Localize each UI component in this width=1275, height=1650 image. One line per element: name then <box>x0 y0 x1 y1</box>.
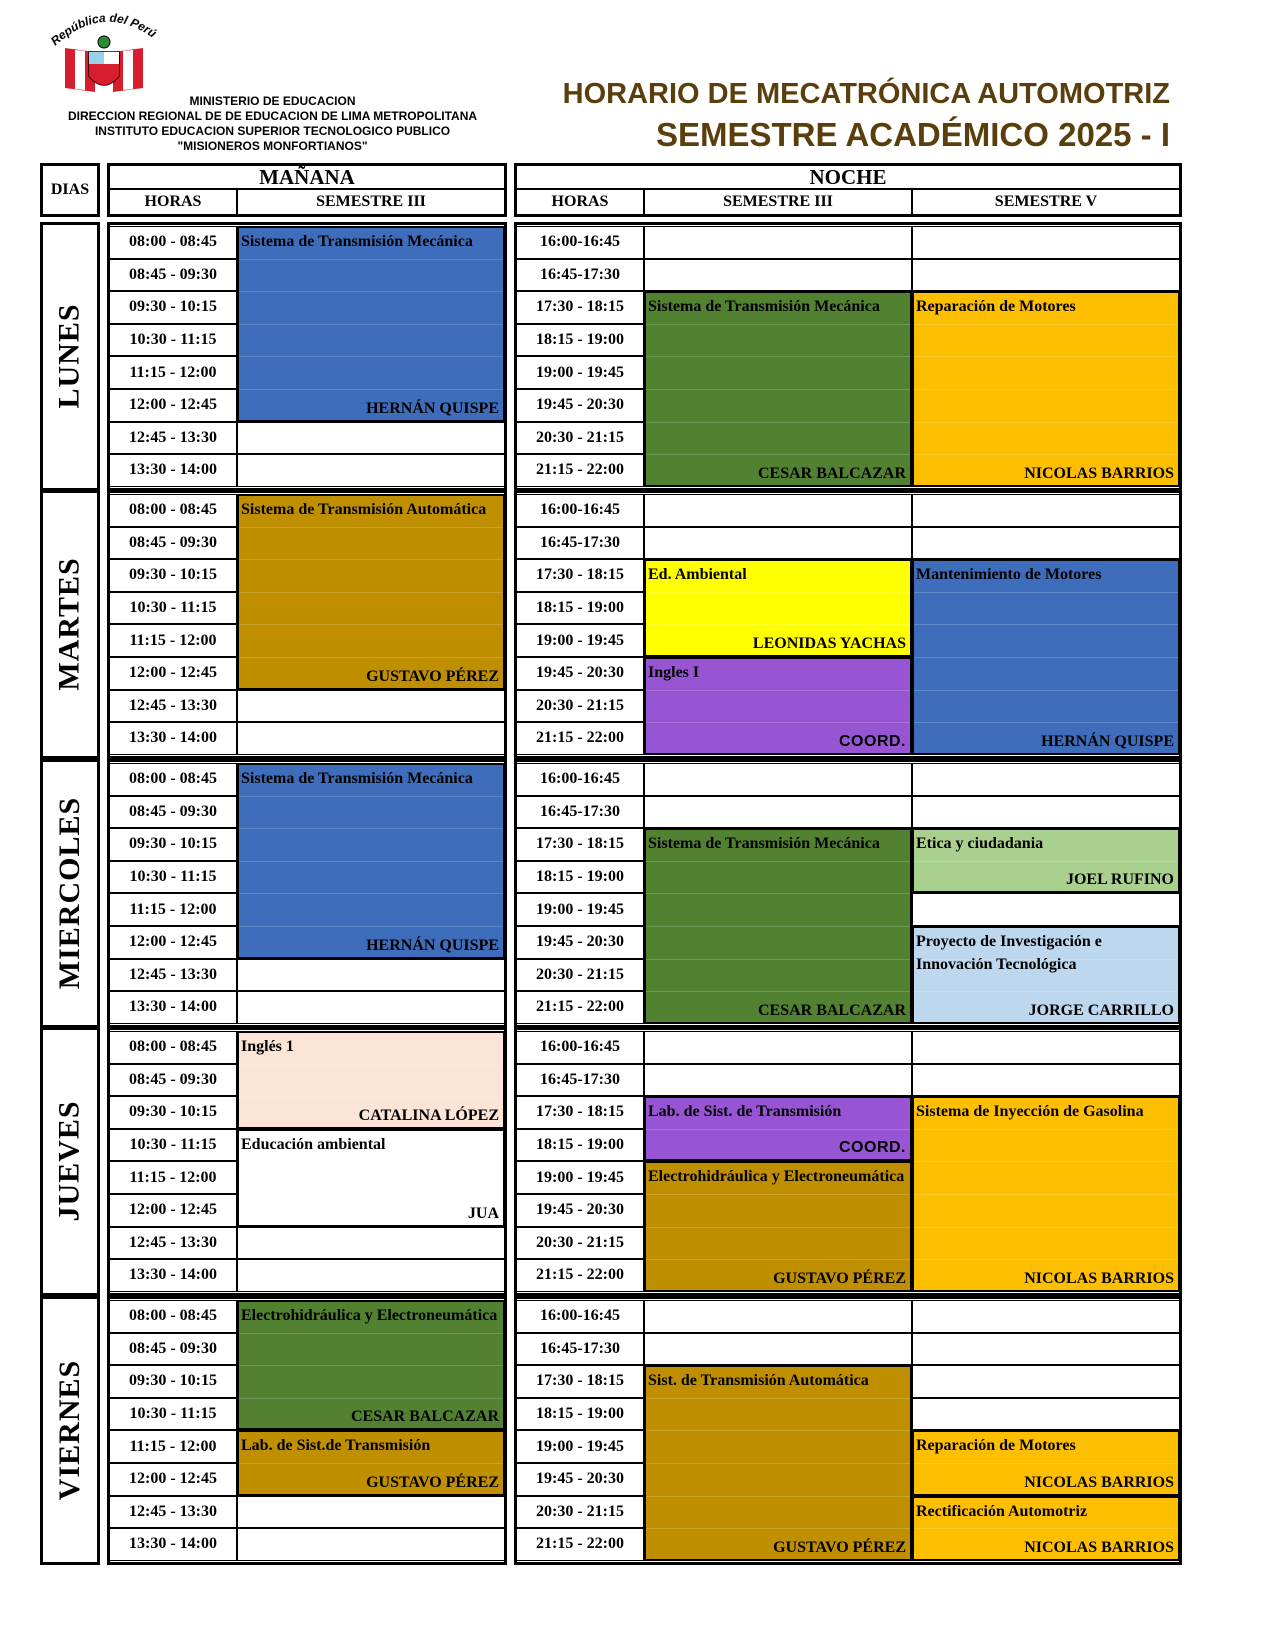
morning-slot-cell <box>237 422 505 455</box>
morning-slot-cell <box>237 1528 505 1561</box>
night-s5-slot-cell <box>912 1365 1180 1398</box>
row-divider <box>914 324 1178 325</box>
row-divider <box>239 926 503 927</box>
course-block[interactable] <box>237 1129 505 1227</box>
row-divider <box>646 389 910 390</box>
row-divider <box>646 690 910 691</box>
course-teacher: HERNÁN QUISPE <box>366 936 499 954</box>
course-block[interactable] <box>912 1430 1180 1495</box>
night-s5-slot-cell <box>912 527 1180 560</box>
row-divider <box>646 324 910 325</box>
course-title: Educación ambiental <box>241 1135 386 1153</box>
row-divider <box>239 1194 503 1195</box>
night-s3-slot-cell <box>644 796 912 829</box>
course-title: Sistema de Transmisión Mecánica <box>648 298 880 316</box>
night-time-cell: 16:00-16:45 <box>516 1300 644 1333</box>
night-time-cell: 19:45 - 20:30 <box>516 1463 644 1496</box>
row-divider <box>239 796 503 797</box>
course-teacher: CESAR BALCAZAR <box>350 1408 499 1426</box>
night-time-cell: 20:30 - 21:15 <box>516 959 644 992</box>
night-s5-slot-cell <box>912 1064 1180 1097</box>
day-name: LUNES <box>53 303 87 409</box>
morning-time-cell: 12:45 - 13:30 <box>109 959 237 992</box>
night-s3-slot-cell <box>644 226 912 259</box>
night-s3-slot-cell <box>644 1031 912 1064</box>
night-time-cell: 17:30 - 18:15 <box>516 828 644 861</box>
night-time-cell: 21:15 - 22:00 <box>516 454 644 487</box>
night-time-cell: 17:30 - 18:15 <box>516 1096 644 1129</box>
morning-time-cell: 11:15 - 12:00 <box>109 1161 237 1194</box>
night-time-cell: 19:00 - 19:45 <box>516 893 644 926</box>
row-divider <box>914 1528 1178 1529</box>
course-teacher: CATALINA LÓPEZ <box>358 1106 499 1124</box>
morning-time-cell: 08:00 - 08:45 <box>109 1300 237 1333</box>
sem3-header-night: SEMESTRE III <box>644 189 912 215</box>
course-teacher: GUSTAVO PÉREZ <box>366 667 499 685</box>
row-divider <box>646 422 910 423</box>
night-time-cell: 18:15 - 19:00 <box>516 1129 644 1162</box>
row-divider <box>914 356 1178 357</box>
morning-time-cell: 13:30 - 14:00 <box>109 722 237 755</box>
day-name: MIERCOLES <box>53 797 86 990</box>
row-divider <box>239 828 503 829</box>
day-label-lunes <box>40 222 100 491</box>
night-time-cell: 19:00 - 19:45 <box>516 624 644 657</box>
dias-header: DIAS <box>40 163 100 217</box>
course-teacher: CESAR BALCAZAR <box>757 464 906 482</box>
night-time-cell: 16:00-16:45 <box>516 1031 644 1064</box>
course-block[interactable] <box>644 828 912 1024</box>
night-time-cell: 19:45 - 20:30 <box>516 1194 644 1227</box>
course-title: Ed. Ambiental <box>648 566 747 584</box>
course-teacher: JORGE CARRILLO <box>1028 1001 1174 1019</box>
course-title: Sistema de Transmisión Mecánica <box>648 835 880 853</box>
night-time-cell: 21:15 - 22:00 <box>516 991 644 1024</box>
night-s3-slot-cell <box>644 527 912 560</box>
course-teacher: NICOLAS BARRIOS <box>1024 464 1174 482</box>
morning-time-cell: 09:30 - 10:15 <box>109 559 237 592</box>
row-divider <box>646 592 910 593</box>
row-divider <box>646 1430 910 1431</box>
night-s5-slot-cell <box>912 796 1180 829</box>
row-divider <box>239 1096 503 1097</box>
night-time-cell: 19:45 - 20:30 <box>516 389 644 422</box>
course-title: Proyecto de Investigación e Innovación Tecnológica <box>916 933 1102 973</box>
row-divider <box>914 657 1178 658</box>
course-teacher: GUSTAVO PÉREZ <box>773 1269 906 1287</box>
night-time-cell: 19:00 - 19:45 <box>516 1430 644 1463</box>
morning-slot-cell <box>237 454 505 487</box>
manana-header: MAÑANA <box>109 165 505 189</box>
row-divider <box>914 592 1178 593</box>
night-time-cell: 20:30 - 21:15 <box>516 422 644 455</box>
coat-of-arms <box>45 8 163 100</box>
row-divider <box>239 356 503 357</box>
morning-slot-cell <box>237 959 505 992</box>
night-time-cell: 16:45-17:30 <box>516 527 644 560</box>
row-divider <box>646 861 910 862</box>
row-divider <box>646 1496 910 1497</box>
row-divider <box>914 1161 1178 1162</box>
row-divider <box>914 1129 1178 1130</box>
night-time-cell: 19:00 - 19:45 <box>516 356 644 389</box>
night-s5-slot-cell <box>912 763 1180 796</box>
course-teacher: JUA <box>467 1204 499 1222</box>
night-time-cell: 16:00-16:45 <box>516 494 644 527</box>
morning-slot-cell <box>237 1496 505 1529</box>
night-time-cell: 16:45-17:30 <box>516 796 644 829</box>
day-label-martes <box>40 490 100 759</box>
morning-time-cell: 12:00 - 12:45 <box>109 1194 237 1227</box>
course-teacher: HERNÁN QUISPE <box>366 399 499 417</box>
course-teacher: COORD. <box>839 1139 906 1157</box>
morning-time-cell: 08:45 - 09:30 <box>109 1333 237 1366</box>
night-s3-slot-cell <box>644 1300 912 1333</box>
morning-time-cell: 10:30 - 11:15 <box>109 592 237 625</box>
night-time-cell: 19:45 - 20:30 <box>516 926 644 959</box>
morning-time-cell: 12:45 - 13:30 <box>109 422 237 455</box>
row-divider <box>646 926 910 927</box>
row-divider <box>239 1064 503 1065</box>
row-divider <box>646 624 910 625</box>
night-time-cell: 20:30 - 21:15 <box>516 690 644 723</box>
ministry-block <box>40 94 505 154</box>
day-name: JUEVES <box>53 1100 87 1222</box>
morning-time-cell: 12:00 - 12:45 <box>109 389 237 422</box>
morning-time-cell: 08:00 - 08:45 <box>109 1031 237 1064</box>
morning-slot-cell <box>237 1227 505 1260</box>
row-divider <box>239 291 503 292</box>
course-teacher: CESAR BALCAZAR <box>757 1001 906 1019</box>
course-block[interactable] <box>237 494 505 690</box>
sem5-header-night: SEMESTRE V <box>912 189 1180 215</box>
row-divider <box>239 559 503 560</box>
morning-time-cell: 13:30 - 14:00 <box>109 1259 237 1292</box>
row-divider <box>914 454 1178 455</box>
morning-time-cell: 12:45 - 13:30 <box>109 1227 237 1260</box>
morning-time-cell: 12:45 - 13:30 <box>109 690 237 723</box>
morning-time-cell: 09:30 - 10:15 <box>109 1096 237 1129</box>
course-block[interactable] <box>644 291 912 487</box>
row-divider <box>239 389 503 390</box>
course-title: Ingles I <box>648 664 700 681</box>
course-title: Sistema de Inyección de Gasolina <box>916 1103 1144 1121</box>
night-s5-slot-cell <box>912 494 1180 527</box>
course-teacher: NICOLAS BARRIOS <box>1024 1269 1174 1287</box>
morning-slot-cell <box>237 991 505 1024</box>
course-block[interactable] <box>237 1430 505 1495</box>
morning-time-cell: 11:15 - 12:00 <box>109 624 237 657</box>
row-divider <box>914 1194 1178 1195</box>
morning-time-cell: 13:30 - 14:00 <box>109 1528 237 1561</box>
course-block[interactable] <box>912 291 1180 487</box>
night-s3-slot-cell <box>644 1064 912 1097</box>
row-divider <box>239 1463 503 1464</box>
morning-time-cell: 10:30 - 11:15 <box>109 1398 237 1431</box>
night-time-cell: 21:15 - 22:00 <box>516 1528 644 1561</box>
night-time-cell: 21:15 - 22:00 <box>516 1259 644 1292</box>
night-s3-slot-cell <box>644 494 912 527</box>
row-divider <box>914 1227 1178 1228</box>
morning-time-cell: 11:15 - 12:00 <box>109 893 237 926</box>
night-s3-slot-cell <box>644 1333 912 1366</box>
course-title: Electrohidráulica y Electroneumática <box>241 1307 498 1324</box>
course-block[interactable] <box>644 1365 912 1561</box>
day-name: MARTES <box>53 557 87 692</box>
night-time-cell: 16:45-17:30 <box>516 1333 644 1366</box>
night-time-cell: 16:00-16:45 <box>516 226 644 259</box>
night-time-cell: 17:30 - 18:15 <box>516 1365 644 1398</box>
row-divider <box>646 959 910 960</box>
night-s5-slot-cell <box>912 226 1180 259</box>
morning-time-cell: 08:45 - 09:30 <box>109 1064 237 1097</box>
course-block[interactable] <box>644 1096 912 1161</box>
course-block[interactable] <box>912 828 1180 893</box>
row-divider <box>646 1528 910 1529</box>
row-divider <box>914 1463 1178 1464</box>
row-divider <box>914 690 1178 691</box>
row-divider <box>646 1463 910 1464</box>
row-divider <box>239 527 503 528</box>
night-time-cell: 21:15 - 22:00 <box>516 722 644 755</box>
course-teacher: HERNÁN QUISPE <box>1041 732 1174 750</box>
course-title: Lab. de Sist.de Transmisión <box>241 1437 431 1455</box>
day-label-miercoles <box>40 759 100 1028</box>
row-divider <box>239 624 503 625</box>
course-block[interactable] <box>237 226 505 422</box>
course-teacher: NICOLAS BARRIOS <box>1024 1473 1174 1491</box>
ministry-line-2: DIRECCION REGIONAL DE DE EDUCACION DE LIMA METROPOLITANA <box>67 109 478 123</box>
row-divider <box>646 1259 910 1260</box>
course-block[interactable] <box>912 1496 1180 1561</box>
morning-time-cell: 09:30 - 10:15 <box>109 1365 237 1398</box>
row-divider <box>239 1365 503 1366</box>
night-time-cell: 19:00 - 19:45 <box>516 1161 644 1194</box>
course-block[interactable] <box>644 1161 912 1291</box>
row-divider <box>914 422 1178 423</box>
course-title: Reparación de Motores <box>916 1437 1076 1455</box>
course-title: Sist. de Transmisión Automática <box>648 1372 869 1390</box>
row-divider <box>239 324 503 325</box>
row-divider <box>646 454 910 455</box>
row-divider <box>239 1161 503 1162</box>
morning-time-cell: 08:00 - 08:45 <box>109 494 237 527</box>
row-divider <box>239 259 503 260</box>
night-time-cell: 17:30 - 18:15 <box>516 291 644 324</box>
row-divider <box>914 722 1178 723</box>
row-divider <box>646 722 910 723</box>
night-time-cell: 17:30 - 18:15 <box>516 559 644 592</box>
morning-time-cell: 12:45 - 13:30 <box>109 1496 237 1529</box>
morning-time-cell: 12:00 - 12:45 <box>109 1463 237 1496</box>
night-time-cell: 18:15 - 19:00 <box>516 324 644 357</box>
course-title: Sistema de Transmisión Mecánica <box>241 233 473 250</box>
row-divider <box>239 1398 503 1399</box>
course-title: Lab. de Sist. de Transmisión <box>648 1103 842 1121</box>
row-divider <box>239 893 503 894</box>
morning-time-cell: 13:30 - 14:00 <box>109 454 237 487</box>
course-block[interactable] <box>912 559 1180 755</box>
country-banner-text: República del Perú <box>47 10 160 49</box>
morning-time-cell: 11:15 - 12:00 <box>109 1430 237 1463</box>
morning-time-cell: 12:00 - 12:45 <box>109 657 237 690</box>
row-divider <box>239 1333 503 1334</box>
row-divider <box>646 893 910 894</box>
course-title: Electrohidráulica y Electroneumática <box>648 1168 905 1186</box>
course-title: Reparación de Motores <box>916 298 1076 316</box>
morning-slot-cell <box>237 690 505 723</box>
night-time-cell: 19:45 - 20:30 <box>516 657 644 690</box>
sem3-header-morning: SEMESTRE III <box>237 189 505 215</box>
day-name: VIERNES <box>53 1360 86 1501</box>
morning-time-cell: 10:30 - 11:15 <box>109 324 237 357</box>
morning-slot-cell <box>237 722 505 755</box>
course-block[interactable] <box>237 763 505 959</box>
row-divider <box>914 389 1178 390</box>
course-block[interactable] <box>644 657 912 755</box>
course-title: Rectificación Automotriz <box>916 1502 1088 1520</box>
row-divider <box>914 861 1178 862</box>
row-divider <box>239 592 503 593</box>
night-time-cell: 16:00-16:45 <box>516 763 644 796</box>
morning-time-cell: 10:30 - 11:15 <box>109 1129 237 1162</box>
row-divider <box>914 991 1178 992</box>
night-s3-slot-cell <box>644 259 912 292</box>
course-title: Etica y ciudadania <box>916 835 1044 853</box>
morning-time-cell: 08:45 - 09:30 <box>109 527 237 560</box>
night-s5-slot-cell <box>912 893 1180 926</box>
row-divider <box>914 1259 1178 1260</box>
night-time-cell: 18:15 - 19:00 <box>516 861 644 894</box>
row-divider <box>914 624 1178 625</box>
morning-time-cell: 09:30 - 10:15 <box>109 828 237 861</box>
course-title: Mantenimiento de Motores <box>916 566 1102 584</box>
course-teacher: LEONIDAS YACHAS <box>752 634 906 652</box>
course-teacher: NICOLAS BARRIOS <box>1024 1538 1174 1556</box>
noche-header: NOCHE <box>516 165 1180 189</box>
night-s5-slot-cell <box>912 1398 1180 1431</box>
row-divider <box>646 991 910 992</box>
ministry-line-1: MINISTERIO DE EDUCACION <box>189 94 356 108</box>
morning-time-cell: 11:15 - 12:00 <box>109 356 237 389</box>
night-time-cell: 16:45-17:30 <box>516 259 644 292</box>
morning-time-cell: 13:30 - 14:00 <box>109 991 237 1024</box>
morning-time-cell: 08:45 - 09:30 <box>109 796 237 829</box>
course-teacher: JOEL RUFINO <box>1065 871 1174 889</box>
morning-time-cell: 08:45 - 09:30 <box>109 259 237 292</box>
night-s5-slot-cell <box>912 259 1180 292</box>
course-teacher: GUSTAVO PÉREZ <box>773 1538 906 1556</box>
night-s5-slot-cell <box>912 1031 1180 1064</box>
night-s3-slot-cell <box>644 763 912 796</box>
night-time-cell: 18:15 - 19:00 <box>516 592 644 625</box>
row-divider <box>239 657 503 658</box>
night-time-cell: 18:15 - 19:00 <box>516 1398 644 1431</box>
course-title: Inglés 1 <box>241 1038 294 1055</box>
course-block[interactable] <box>644 559 912 657</box>
night-s5-slot-cell <box>912 1300 1180 1333</box>
course-title: Sistema de Transmisión Mecánica <box>241 770 473 787</box>
night-time-cell: 20:30 - 21:15 <box>516 1227 644 1260</box>
morning-time-cell: 08:00 - 08:45 <box>109 226 237 259</box>
morning-time-cell: 12:00 - 12:45 <box>109 926 237 959</box>
night-s5-slot-cell <box>912 1333 1180 1366</box>
course-teacher: GUSTAVO PÉREZ <box>366 1473 499 1491</box>
row-divider <box>646 356 910 357</box>
course-block[interactable] <box>912 926 1180 1024</box>
morning-slot-cell <box>237 1259 505 1292</box>
row-divider <box>646 1398 910 1399</box>
night-time-cell: 16:45-17:30 <box>516 1064 644 1097</box>
morning-time-cell: 10:30 - 11:15 <box>109 861 237 894</box>
day-label-viernes <box>40 1296 100 1565</box>
morning-time-cell: 08:00 - 08:45 <box>109 763 237 796</box>
course-block[interactable] <box>912 1096 1180 1292</box>
ministry-line-4: "MISIONEROS MONFORTIANOS" <box>177 139 368 153</box>
page-subtitle: SEMESTRE ACADÉMICO 2025 - I <box>655 116 1170 153</box>
page-title: HORARIO DE MECATRÓNICA AUTOMOTRIZ <box>562 78 1170 110</box>
horas-header-night: HORAS <box>516 189 644 215</box>
morning-time-cell: 09:30 - 10:15 <box>109 291 237 324</box>
course-title: Sistema de Transmisión Automática <box>241 501 487 518</box>
row-divider <box>646 1129 910 1130</box>
course-teacher: COORD. <box>839 732 906 750</box>
course-block[interactable] <box>237 1031 505 1129</box>
row-divider <box>646 1194 910 1195</box>
ministry-line-3: INSTITUTO EDUCACION SUPERIOR TECNOLOGICO PUBLICO <box>94 124 451 138</box>
day-label-jueves <box>40 1027 100 1296</box>
row-divider <box>646 1227 910 1228</box>
row-divider <box>239 861 503 862</box>
course-block[interactable] <box>237 1300 505 1430</box>
horas-header-morning: HORAS <box>109 189 237 215</box>
night-time-cell: 20:30 - 21:15 <box>516 1496 644 1529</box>
